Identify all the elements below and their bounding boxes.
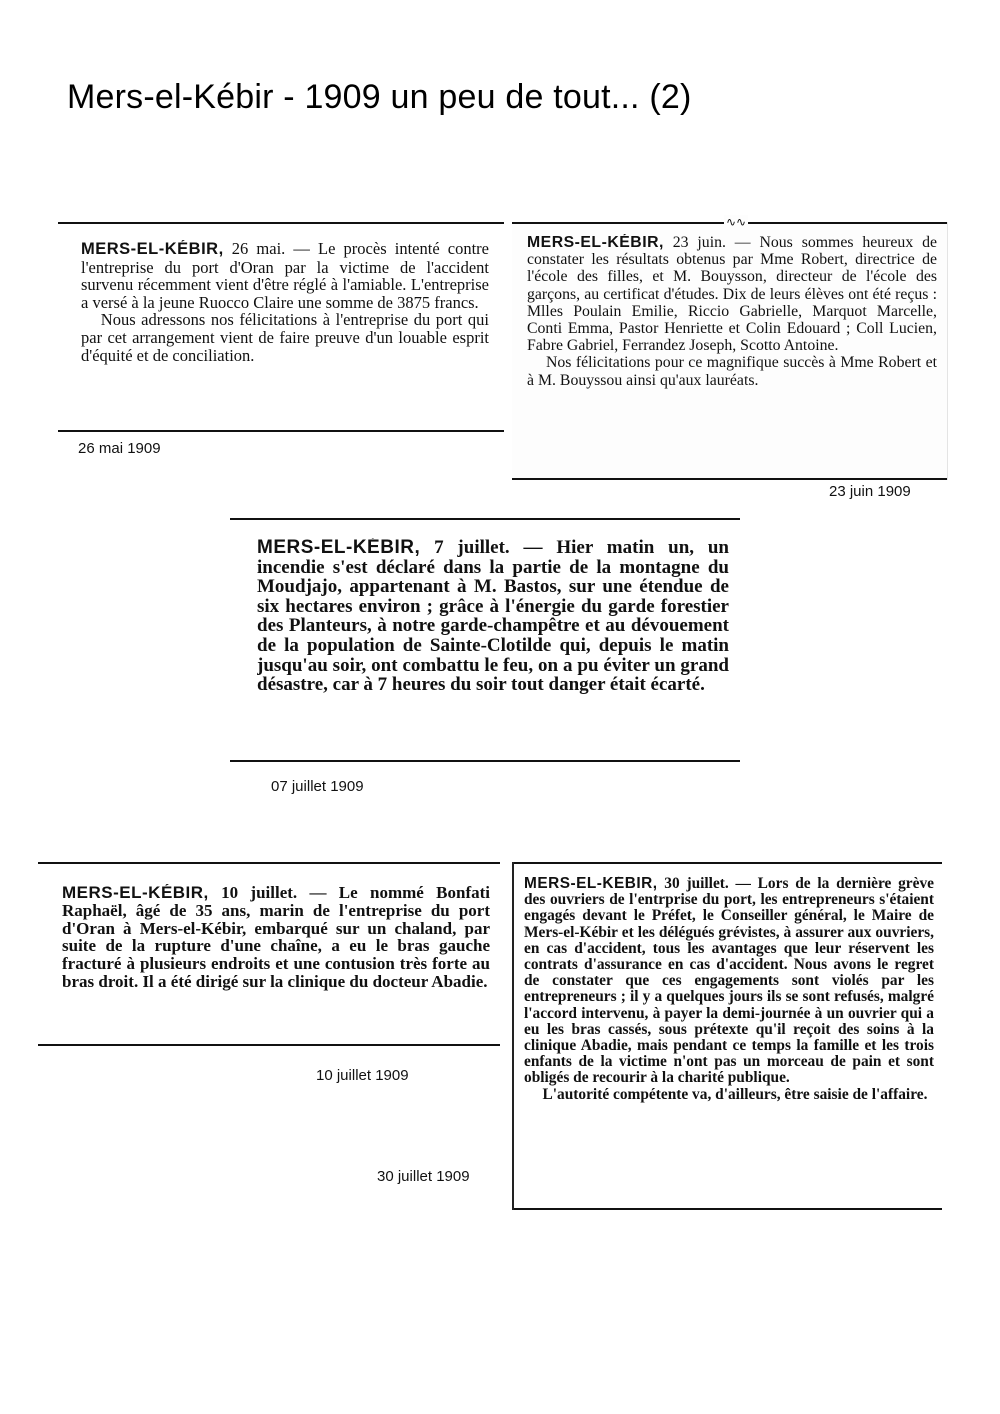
caption-30-juillet: 30 juillet 1909	[377, 1168, 470, 1185]
clipping-heading: MERS-EL-KÉBIR,	[62, 884, 209, 902]
clipping-text	[257, 538, 729, 752]
clipping-lead: 7 juillet. — Hier matin un, un incendie s'est déclaré dans la partie de la montagne du Moudjajo, appartenant à M. Bastos, sur une étendue de six hectares environ ; grâce à l'énergie du garde forestier des Planteurs, à notre garde-champêtre et au dévouement de la population de Sainte-Clotilde qui, depuis le matin jusqu'au soir, ont combattu le feu, on a pu éviter un grand désastre, car à 7 heures du soir tout danger était écarté.	[257, 538, 729, 696]
clipping-bottom-rule	[230, 760, 740, 762]
caption-23-juin: 23 juin 1909	[829, 483, 911, 500]
clipping-heading: MERS-EL-KÉBIR,	[257, 538, 421, 558]
clipping-text	[524, 876, 934, 1206]
clipping-bottom-rule	[514, 1208, 942, 1210]
clipping-23-juin	[512, 215, 948, 480]
clipping-26-mai	[58, 222, 504, 432]
caption-7-juillet: 07 juillet 1909	[271, 778, 364, 795]
clipping-paragraph: Nous adressons nos félicitations à l'entreprise du port qui par cet arrangement vient de faire preuve d'un louable esprit d'équité et de conciliation.	[81, 310, 489, 365]
clipping-paragraph: L'autorité compétente va, d'ailleurs, être saisie de l'affaire.	[542, 1085, 928, 1103]
page-title: Mers-el-Kébir - 1909 un peu de tout... (2)	[67, 78, 692, 116]
caption-10-juillet: 10 juillet 1909	[316, 1067, 409, 1084]
clipping-bottom-rule	[58, 430, 504, 432]
clipping-lead: 30 juillet. — Lors de la dernière grève des ouvriers de l'entrprise du port, les entrepreneurs s'étaient engagés devant le Préfet, le Conseiller général, le Maire de Mers-el-Kébir et les délégués grévistes, à assurer aux ouvriers, en cas d'accident, tous les avantages que leur réservent les contrats d'assurance en cas d'accident. Nous avons le regret de constater que ces engagements sont violés par les entrepreneurs ; il y a quelques jours ils se sont refusés, malgré l'accord intervenu, à payer la demi-journée à un ouvrier qui a eu les bras cassés, sous prétexte qu'il reçoit des soins à la clinique Abadie, mais pendant ce temps la famille et les trois enfants de la victime n'ont pas un morceau de pain et sont obligés de recourir à la charité publique.	[524, 876, 934, 1087]
ornament-icon: ∿∿	[726, 215, 747, 229]
clipping-text	[81, 240, 489, 420]
clipping-heading: MERS-EL-KÉBIR,	[527, 234, 664, 251]
clipping-heading: MERS-EL-KÉBIR,	[524, 876, 658, 892]
clipping-top-rule	[514, 862, 942, 864]
clipping-bottom-rule	[512, 478, 947, 480]
clipping-text	[62, 884, 490, 1034]
clipping-lead: 23 juin. — Nous sommes heureux de constater les résultats obtenus par Mme Robert, directrice de l'école des filles, et M. Bouysson, directeur de l'école des garçons, au certificat d'études. Dix de leurs élèves ont été reçus : Mlles Poulain Emilie, Riccio Gabrielle, Marquot Marcelle, Conti Emma, Pastor Henriette et Colin Edouard ; Coll Lucien, Fabre Gabriel, Ferrandez Joseph, Scotto Antoine.	[527, 234, 937, 355]
clipping-10-juillet	[38, 862, 500, 1046]
clipping-top-rule	[38, 862, 500, 864]
clipping-30-juillet	[512, 862, 942, 1210]
clipping-lead: 26 mai. — Le procès intenté contre l'entreprise du port d'Oran par la victime de l'accident survenu récemment vient d'être réglé à l'amiable. L'entreprise a versé à la jeune Ruocco Claire une somme de 3875 francs.	[81, 240, 489, 312]
clipping-top-rule	[58, 222, 504, 224]
clipping-paragraph: Nos félicitations pour ce magnifique succès à Mme Robert et à M. Bouyssou ainsi qu'aux lauréats.	[527, 354, 937, 389]
clipping-7-juillet	[230, 518, 740, 762]
clipping-lead: 10 juillet. — Le nommé Bonfati Raphaël, âgé de 35 ans, marin de l'entreprise du port d'Oran à Mers-el-Kébir, embarqué sur un chaland, par suite de la rupture d'une chaîne, a eu le bras gauche fracturé à plusieurs endroits et une contusion très forte au bras droit. Il a été dirigé sur la clinique du docteur Abadie.	[62, 884, 490, 991]
clipping-bottom-rule	[38, 1044, 500, 1046]
clipping-heading: MERS-EL-KÉBIR,	[81, 240, 224, 258]
caption-26-mai: 26 mai 1909	[78, 440, 161, 457]
clipping-top-rule	[230, 518, 740, 520]
clipping-text	[527, 234, 937, 466]
